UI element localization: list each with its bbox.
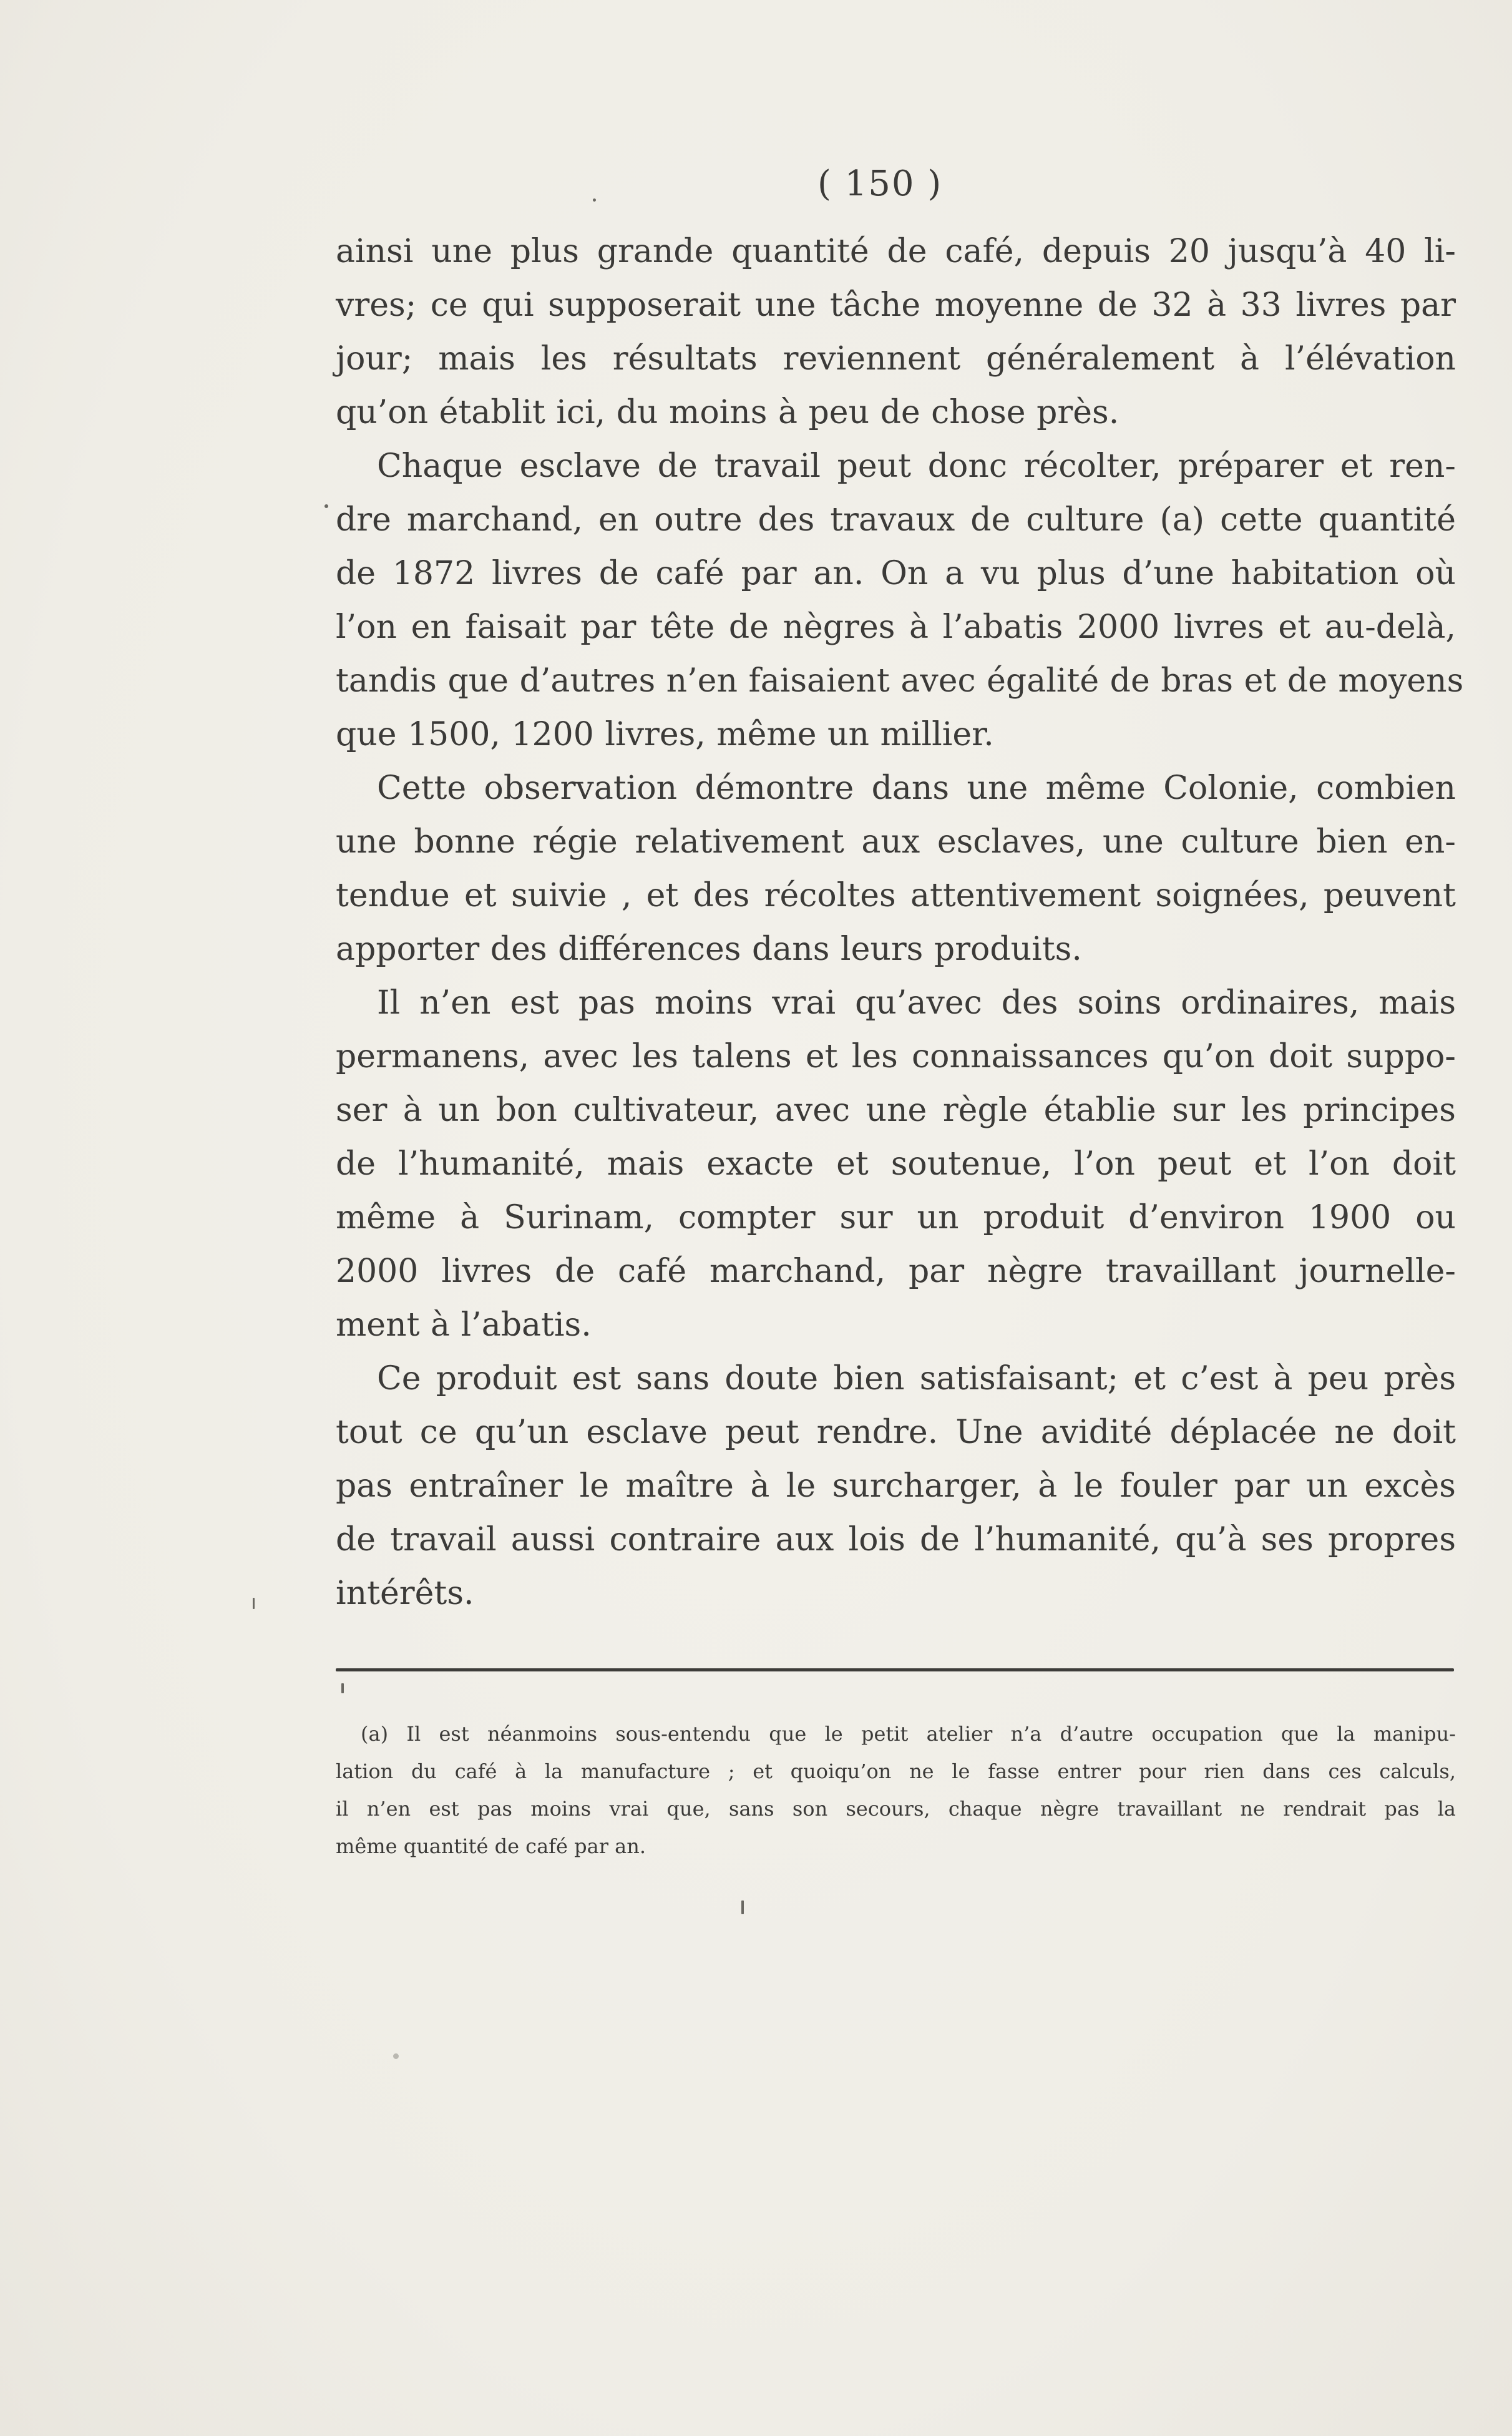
- ink-speck: [741, 1900, 744, 1914]
- text-line: ser à un bon cultivateur, avec une règle établie sur les principes: [336, 1092, 1456, 1129]
- text-line: que 1500, 1200 livres, même un millier.: [336, 716, 994, 753]
- text-line: tandis que d’autres n’en faisaient avec égalité de bras et de moyens: [336, 662, 1464, 700]
- ink-speck: [593, 198, 596, 202]
- text-line: tout ce qu’un esclave peut rendre. Une avidité déplacée ne doit: [336, 1414, 1456, 1451]
- page-number: ( 150 ): [817, 164, 943, 204]
- text-line: tendue et suivie , et des récoltes attentivement soignées, peuvent: [336, 877, 1456, 914]
- text-line: Il n’en est pas moins vrai qu’avec des soins ordinaires, mais: [377, 984, 1456, 1022]
- footnote-line: il n’en est pas moins vrai que, sans son secours, chaque nègre travaillant ne rendrait pas la: [336, 1797, 1456, 1821]
- body-text: [336, 225, 1464, 1620]
- text-line: Cette observation démontre dans une même Colonie, combien: [377, 770, 1456, 807]
- footnote-rule: [336, 1668, 1454, 1671]
- text-line: l’on en faisait par tête de nègres à l’abatis 2000 livres et au-delà,: [336, 609, 1456, 646]
- text-line: pas entraîner le maître à le surcharger, à le fouler par un excès: [336, 1467, 1456, 1505]
- text-line: ment à l’abatis.: [336, 1306, 592, 1344]
- footnote-line: (a) Il est néanmoins sous-entendu que le petit atelier n’a d’autre occupation que la manipu-: [361, 1722, 1456, 1746]
- text-line: de l’humanité, mais exacte et soutenue, l’on peut et l’on doit: [336, 1145, 1456, 1183]
- text-line: Chaque esclave de travail peut donc récolter, préparer et ren-: [377, 448, 1456, 485]
- text-line: de travail aussi contraire aux lois de l’humanité, qu’à ses propres: [336, 1521, 1456, 1558]
- ink-speck: [393, 2053, 399, 2059]
- text-line: qu’on établit ici, du moins à peu de chose près.: [336, 394, 1119, 431]
- text-line: permanens, avec les talens et les connaissances qu’on doit suppo-: [336, 1038, 1456, 1075]
- text-line: vres; ce qui supposerait une tâche moyenne de 32 à 33 livres par: [336, 286, 1456, 324]
- text-line: intérêts.: [336, 1575, 474, 1612]
- text-line: de 1872 livres de café par an. On a vu plus d’une habitation où: [336, 555, 1456, 592]
- text-line: même à Surinam, compter sur un produit d’environ 1900 ou: [336, 1199, 1456, 1236]
- ink-speck: [324, 504, 328, 508]
- text-line: apporter des différences dans leurs produits.: [336, 931, 1082, 968]
- text-line: Ce produit est sans doute bien satisfaisant; et c’est à peu près: [377, 1360, 1456, 1397]
- text-line: dre marchand, en outre des travaux de culture (a) cette quantité: [336, 501, 1456, 539]
- text-line: 2000 livres de café marchand, par nègre travaillant journelle-: [336, 1253, 1456, 1290]
- footnote-line: même quantité de café par an.: [336, 1834, 646, 1858]
- ink-speck: [253, 1598, 255, 1609]
- text-line: ainsi une plus grande quantité de café, depuis 20 jusqu’à 40 li-: [336, 233, 1456, 270]
- ink-speck: [341, 1683, 344, 1693]
- footnote: [336, 1715, 1456, 1865]
- text-line: jour; mais les résultats reviennent généralement à l’élévation: [336, 340, 1456, 378]
- text-line: une bonne régie relativement aux esclaves, une culture bien en-: [336, 823, 1456, 861]
- footnote-line: lation du café à la manufacture ; et quoiqu’on ne le fasse entrer pour rien dans ces calculs,: [336, 1759, 1456, 1783]
